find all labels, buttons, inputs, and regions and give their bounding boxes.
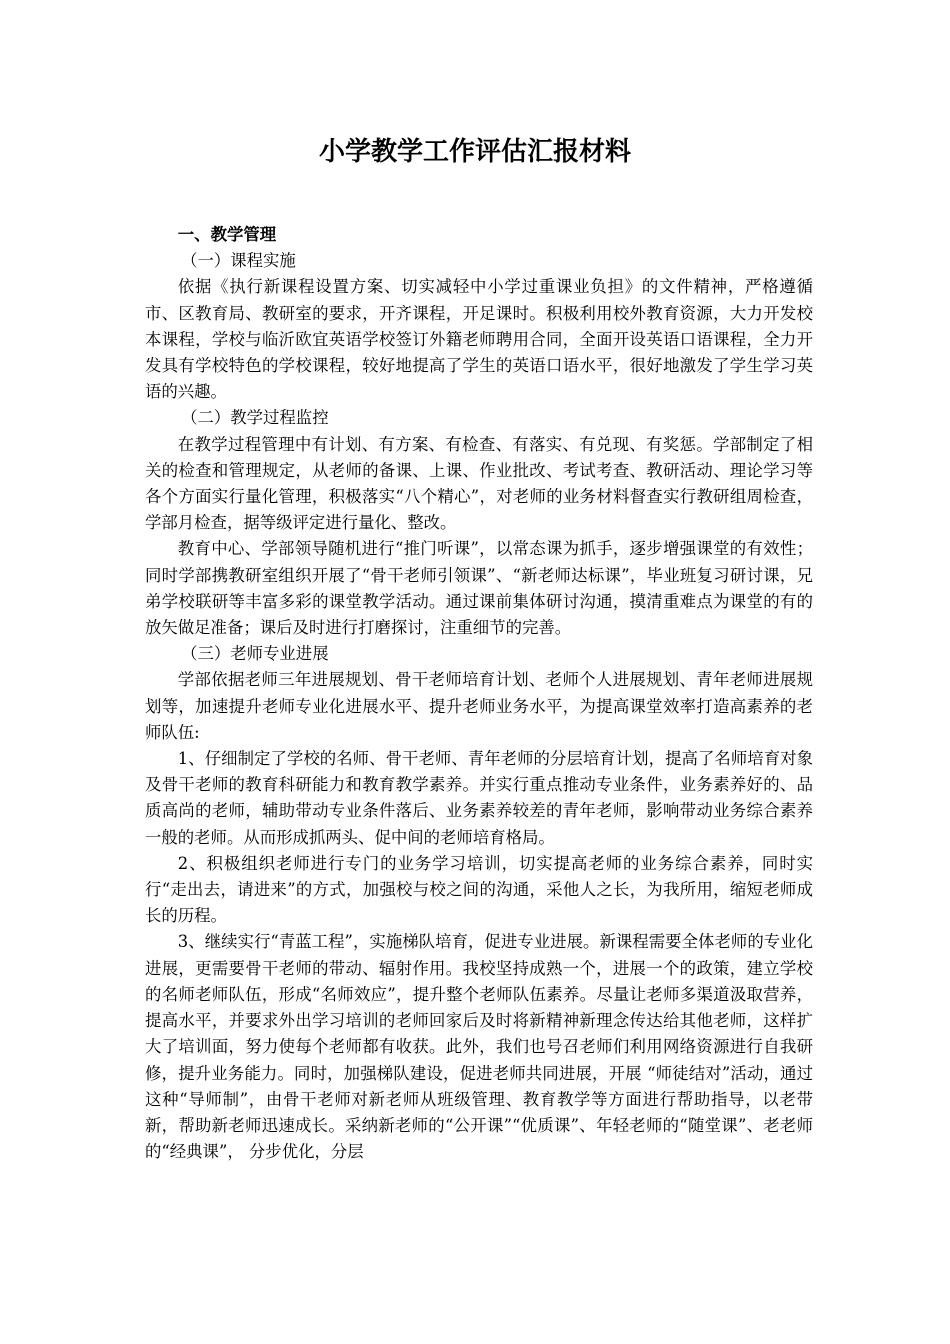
section-heading-teaching-management: 一、教学管理 <box>177 225 277 244</box>
paragraph-development-plan: 学部依据老师三年进展规划、骨干老师培育计划、老师个人进展规划、青年老师进展规划等，加速提升老师专业化进展水平、提升老师业务水平，为提高课堂效率打造高素养的老师队伍: <box>145 670 813 742</box>
subsection-heading-course-implementation: （一）课程实施 <box>181 251 296 271</box>
document-title: 小学教学工作评估汇报材料 <box>318 137 631 167</box>
subsection-heading-teacher-development: （三）老师专业进展 <box>181 644 329 664</box>
document-body <box>145 222 813 1165</box>
paragraph-item-1: 1、仔细制定了学校的名师、骨干老师、青年老师的分层培育计划，提高了名师培育对象及骨干老师的教育科研能力和教育教学素养。并实行重点推动专业条件，业务素养好的、品质高尚的老师，辅助带动专业条件落后、业务素养较差的青年老师，影响带动业务综合素养一般的老师。从而形成抓两头、促中间的老师培育格局。 <box>145 749 813 847</box>
paragraph-classroom-observation: 教育中心、学部领导随机进行“推门听课”，以常态课为抓手，逐步增强课堂的有效性；同时学部携教研室组织开展了“骨干老师引领课”、“新老师达标课”，毕业班复习研讨课，兄弟学校联研等丰富多彩的课堂教学活动。通过课前集体研讨沟通，摸清重难点为课堂的有的放矢做足准备；课后及时进行打磨探讨，注重细节的完善。 <box>145 539 813 638</box>
subsection-heading-process-monitoring: （二）教学过程监控 <box>181 408 329 428</box>
paragraph-item-2: 2、积极组织老师进行专门的业务学习培训，切实提高老师的业务综合素养，同时实行“走出去，请进来”的方式，加强校与校之间的沟通，采他人之长，为我所用，缩短老师成长的历程。 <box>145 853 813 926</box>
paragraph-process-management: 在教学过程管理中有计划、有方案、有检查、有落实、有兑现、有奖惩。学部制定了相关的检查和管理规定，从老师的备课、上课、作业批改、考试考查、教研活动、理论学习等各个方面实行量化管理，积极落实“八个精心”，对老师的业务材料督查实行教研组周检查，学部月检查，据等级评定进行量化、整改。 <box>145 434 813 533</box>
paragraph-item-3: 3、继续实行“青蓝工程”，实施梯队培育，促进专业进展。新课程需要全体老师的专业化进展，更需要骨干老师的带动、辐射作用。我校坚持成熟一个，进展一个的政策，建立学校的名师老师队伍，形成“名师效应”，提升整个老师队伍素养。尽量让老师多渠道汲取营养，提高水平，并要求外出学习培训的老师回家后及时将新精神新理念传达给其他老师，这样扩大了培训面，努力使每个老师都有收获。此外，我们也号召老师们利用网络资源进行自我研修，提升业务能力。同时，加强梯队建设，促进老师共同进展，开展 “师徒结对”活动，通过这种“导师制”，由骨干老师对新老师从班级管理、教育教学等方面进行帮助指导，以老带新，帮助新老师迅速成长。采纳新老师的“公开课”“优质课”、年轻老师的“随堂课”、老老师的“经典课”， 分步优化，分层 <box>145 932 813 1162</box>
paragraph-course-implementation: 依据《执行新课程设置方案、切实减轻中小学过重课业负担》的文件精神，严格遵循市、区教育局、教研室的要求，开齐课程，开足课时。积极利用校外教育资源，大力开发校本课程，学校与临沂欧宜英语学校签订外籍老师聘用合同，全面开设英语口语课程，全力开发具有学校特色的学校课程，较好地提高了学生的英语口语水平，很好地激发了学生学习英语的兴趣。 <box>145 277 813 402</box>
